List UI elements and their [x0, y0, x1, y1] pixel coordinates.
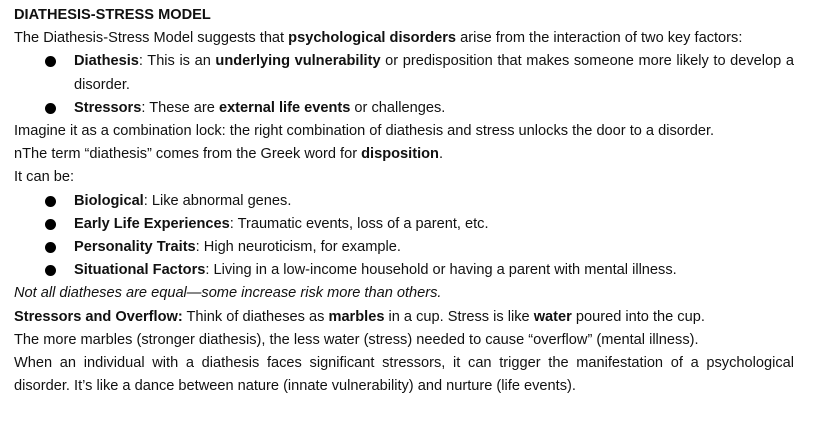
factor-text-post: or challenges.: [350, 99, 446, 116]
bullet-icon: [45, 265, 56, 276]
overflow-bold-water: water: [533, 308, 572, 325]
overflow-text-pre: Think of diatheses as: [182, 308, 329, 325]
intro-text-pre: The Diathesis-Stress Model suggests that: [14, 30, 289, 47]
bullet-icon: [45, 196, 56, 207]
factor-bold: underlying vulnerability: [215, 53, 381, 70]
type-item-early-life: [14, 213, 794, 236]
type-item-biological: [14, 190, 794, 213]
factor-text-pre: : These are: [141, 99, 219, 116]
intro-paragraph: [14, 27, 794, 50]
type-item-personality: [14, 236, 794, 259]
bullet-icon: [45, 219, 56, 230]
factor-text-post: or predisposition that makes someone more likely to develop a disorder.: [74, 53, 794, 93]
lock-analogy-line: Imagine it as a combination lock: the right combination of diathesis and stress unlocks the door to a disorder.: [14, 123, 715, 140]
can-be-line: It can be:: [14, 169, 75, 186]
document-title: DIATHESIS-STRESS MODEL: [14, 7, 211, 23]
type-text: : High neuroticism, for example.: [195, 239, 401, 256]
marbles-line: The more marbles (stronger diathesis), the less water (stress) needed to cause “overflow” (mental illness).: [14, 331, 699, 348]
type-item-situational: [14, 259, 794, 282]
greek-bold-term: disposition: [361, 146, 439, 163]
overflow-bold-marbles: marbles: [328, 308, 385, 325]
factor-item-stressors: [14, 97, 794, 120]
conclusion-paragraph: When an individual with a diathesis faces significant stressors, it can trigger the manifestation of a psychological disorder. It’s like a dance between nature (innate vulnerability) and nurture (life events).: [14, 355, 794, 395]
type-term: Early Life Experiences: [74, 215, 230, 232]
type-text: : Like abnormal genes.: [143, 192, 292, 209]
factor-text-pre: : This is an: [138, 53, 216, 70]
greek-origin-line: [14, 143, 794, 166]
type-term: Situational Factors: [74, 262, 206, 279]
type-text: : Traumatic events, loss of a parent, etc.: [229, 215, 489, 232]
factor-term: Diathesis: [74, 53, 139, 70]
type-text: : Living in a low-income household or having a parent with mental illness.: [205, 262, 677, 279]
overflow-heading: Stressors and Overflow:: [14, 308, 183, 325]
overflow-text-post: poured into the cup.: [571, 308, 705, 325]
factors-list: [14, 50, 794, 120]
factor-item-diathesis: [14, 50, 794, 96]
greek-text-post: .: [438, 146, 444, 163]
bullet-icon: [45, 56, 56, 67]
bullet-icon: [45, 103, 56, 114]
not-equal-note: Not all diatheses are equal—some increase risk more than others.: [14, 285, 442, 302]
diathesis-types-list: [14, 190, 794, 283]
factor-term: Stressors: [74, 99, 142, 116]
document-body: [14, 4, 794, 398]
type-term: Personality Traits: [74, 239, 196, 256]
bullet-icon: [45, 242, 56, 253]
intro-text-post: arise from the interaction of two key factors:: [456, 30, 743, 47]
factor-bold: external life events: [218, 99, 351, 116]
greek-text-pre: nThe term “diathesis” comes from the Greek word for: [14, 146, 362, 163]
overflow-text-mid: in a cup. Stress is like: [384, 308, 534, 325]
intro-bold-term: psychological disorders: [288, 30, 457, 47]
type-term: Biological: [74, 192, 144, 209]
overflow-paragraph: [14, 306, 794, 329]
